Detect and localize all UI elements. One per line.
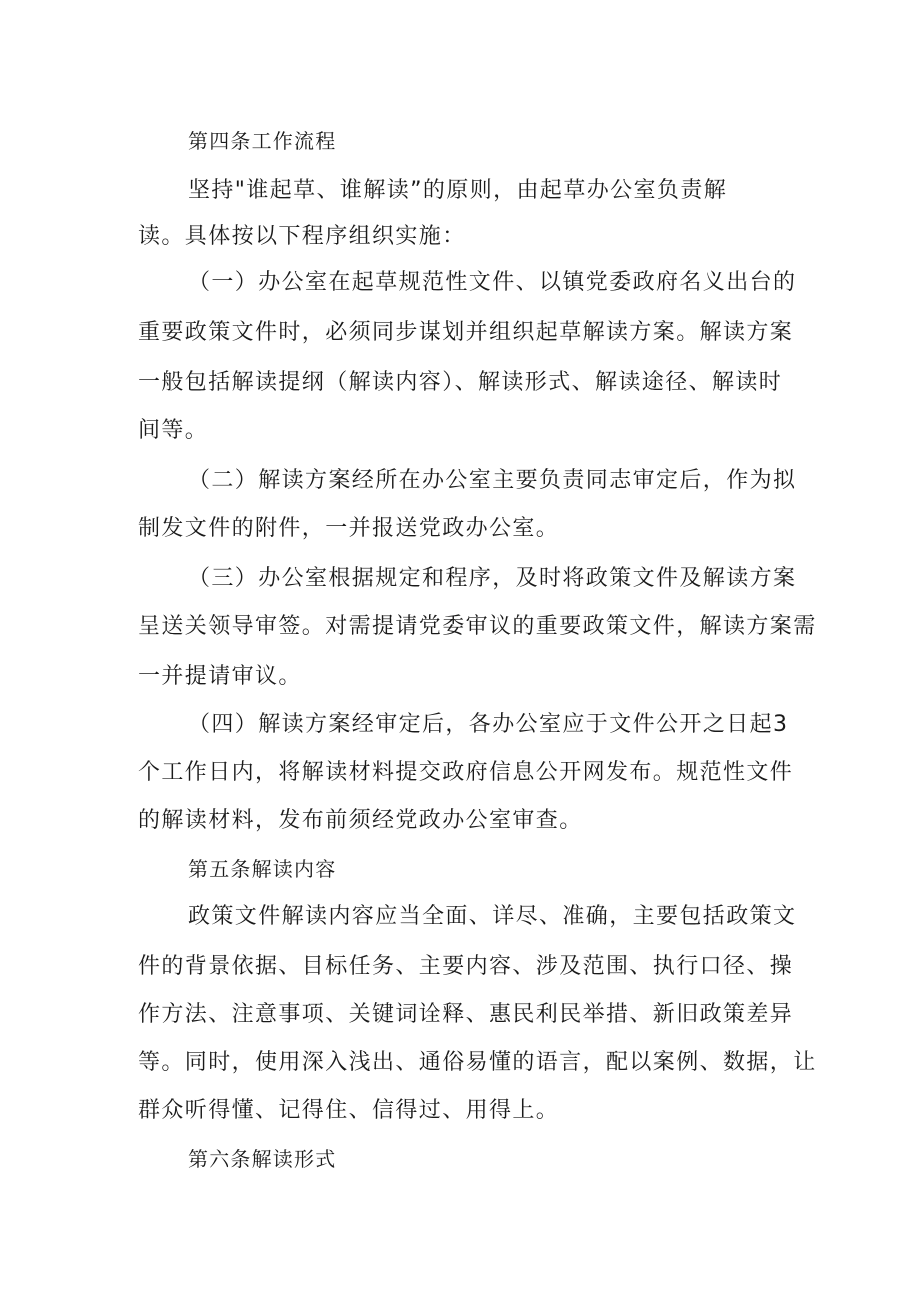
paragraph-line: 政策文件解读内容应当全面、详尽、准确，主要包括政策文 (188, 904, 797, 929)
section-heading: 第四条工作流程 (188, 129, 337, 153)
section-heading: 第六条解读形式 (188, 1147, 337, 1171)
paragraph-line: 作方法、注意事项、关键词诠释、惠民利民举措、新旧政策差异 (138, 1002, 794, 1027)
paragraph-line: 间等。 (138, 418, 209, 443)
paragraph-line: （四）解读方案经审定后，各办公室应于文件公开之日起3 (188, 712, 789, 737)
paragraph-line: （三）办公室根据规定和程序，及时将政策文件及解读方案 (188, 566, 797, 591)
paragraph-line: 的解读材料，发布前须经党政办公室审查。 (138, 808, 583, 833)
paragraph-line: 制发文件的附件，一并报送党政办公室。 (138, 516, 560, 541)
paragraph-line: 读。具体按以下程序组织实施： (138, 224, 466, 249)
paragraph-line: （二）解读方案经所在办公室主要负责同志审定后，作为拟 (188, 468, 797, 493)
paragraph-line: 件的背景依据、目标任务、主要内容、涉及范围、执行口径、操 (138, 954, 794, 979)
paragraph-line: 呈送关领导审签。对需提请党委审议的重要政策文件，解读方案需 (138, 614, 817, 639)
paragraph-line: 群众听得懂、记得住、信得过、用得上。 (138, 1098, 560, 1123)
paragraph-line: （一）办公室在起草规范性文件、以镇党委政府名义出台的 (188, 270, 797, 295)
paragraph-line: 重要政策文件时，必须同步谋划并组织起草解读方案。解读方案 (138, 320, 794, 345)
paragraph-line: 一并提请审议。 (138, 664, 302, 689)
paragraph-line: 一般包括解读提纲（解读内容）、解读形式、解读途径、解读时 (138, 370, 783, 395)
section-heading: 第五条解读内容 (188, 857, 337, 881)
paragraph-line: 坚持"谁起草、谁解读”的原则，由起草办公室负责解 (188, 178, 728, 203)
paragraph-line: 等。同时，使用深入浅出、通俗易懂的语言，配以案例、数据，让 (138, 1050, 817, 1075)
paragraph-line: 个工作日内，将解读材料提交政府信息公开网发布。规范性文件 (138, 760, 794, 785)
